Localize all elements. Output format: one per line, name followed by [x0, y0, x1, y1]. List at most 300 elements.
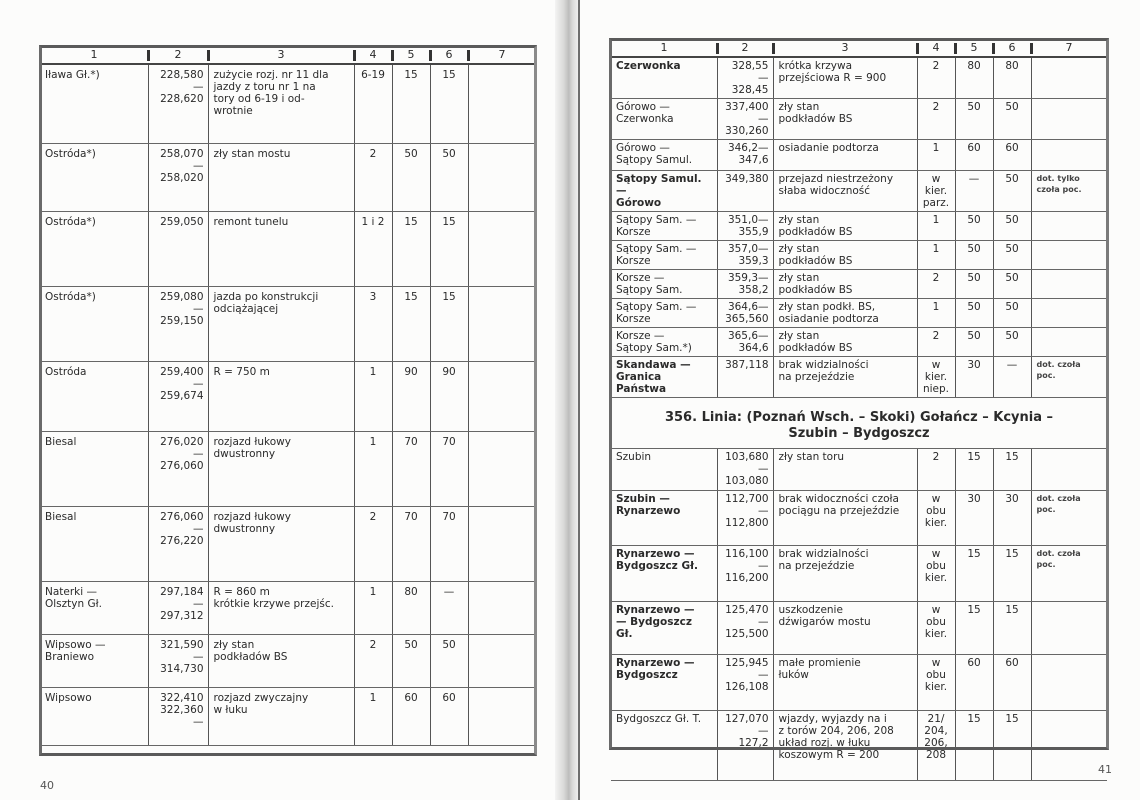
km-text: 127,070— 127,2 [725, 713, 769, 749]
speed-a-cell [955, 99, 993, 140]
station-text: Naterki — Olsztyn Gł. [45, 585, 102, 610]
speed-a-cell [955, 491, 993, 546]
track-cell [917, 711, 955, 781]
notes-cell [1031, 299, 1107, 328]
reason-cell [773, 99, 917, 140]
speed-b-text: 50 [1005, 272, 1019, 284]
table-row [40, 286, 536, 361]
speed-a-text: 50 [967, 214, 981, 226]
reason-cell [773, 357, 917, 398]
notes-cell [1031, 602, 1107, 655]
table-row [611, 212, 1107, 241]
station-text: Wipsowo — Braniewo [45, 638, 106, 663]
speed-b-cell [430, 211, 468, 286]
station-cell [611, 602, 717, 655]
station-text: Sątopy Sam. — Korsze [616, 214, 697, 238]
km-cell [717, 270, 773, 299]
km-text: 276,060— 276,220 [160, 510, 204, 547]
speed-a-text: 90 [404, 365, 418, 378]
reason-text: przejazd niestrzeżony słaba widoczność [778, 173, 894, 197]
page-number-right: 41 [1098, 763, 1112, 776]
track-cell [354, 431, 392, 506]
speed-a-cell [955, 140, 993, 171]
table-row [611, 711, 1107, 781]
station-text: Wipsowo [45, 691, 92, 704]
station-text: Ostróda [45, 365, 87, 378]
km-cell [717, 140, 773, 171]
track-cell [917, 270, 955, 299]
table-row [611, 299, 1107, 328]
speed-b-cell [993, 546, 1031, 602]
reason-cell [773, 270, 917, 299]
track-cell [354, 634, 392, 687]
speed-a-text: 70 [404, 435, 418, 448]
km-text: 357,0— 359,3 [727, 243, 769, 267]
speed-a-text: 15 [404, 290, 418, 303]
notes-cell [468, 581, 536, 634]
speed-a-text: 15 [967, 713, 981, 725]
speed-a-cell [955, 449, 993, 491]
km-text: 346,2— 347,6 [727, 142, 769, 166]
km-cell [717, 546, 773, 602]
table-row [40, 361, 536, 431]
notes-text: dot. czoła poc. [1036, 360, 1081, 380]
track-cell [354, 581, 392, 634]
speed-b-cell [993, 299, 1031, 328]
km-cell [148, 506, 208, 581]
speed-b-cell [993, 655, 1031, 711]
column-header-1: 1 [611, 40, 717, 57]
station-cell [611, 140, 717, 171]
station-cell [40, 581, 148, 634]
track-cell [917, 57, 955, 99]
speed-a-cell [955, 655, 993, 711]
speed-b-cell [993, 57, 1031, 99]
station-text: Ostróda*) [45, 290, 96, 303]
page-number-left: 40 [40, 779, 54, 792]
track-text: 1 [369, 691, 377, 704]
track-cell [917, 212, 955, 241]
speed-a-text: 50 [967, 243, 981, 255]
km-text: 337,400— 330,260 [725, 101, 769, 137]
track-cell [917, 299, 955, 328]
track-text: 1 [369, 365, 377, 378]
station-cell [40, 361, 148, 431]
station-text: Górowo — Czerwonka [616, 101, 674, 125]
reason-cell [773, 140, 917, 171]
speed-b-cell [430, 634, 468, 687]
speed-b-cell [430, 286, 468, 361]
station-text: Iława Gł.*) [45, 69, 100, 81]
table-row [40, 64, 536, 143]
station-cell [40, 211, 148, 286]
notes-cell [1031, 99, 1107, 140]
reason-text: zły stan podkładów BS [213, 638, 288, 663]
speed-a-text: 15 [967, 451, 981, 463]
speed-b-cell [430, 581, 468, 634]
column-header-4: 4 [354, 47, 392, 64]
table-row [611, 57, 1107, 99]
speed-a-text: 50 [967, 301, 981, 313]
notes-cell [468, 64, 536, 143]
notes-cell [1031, 270, 1107, 299]
table-row [40, 634, 536, 687]
km-cell [717, 655, 773, 711]
right-speed-restriction-table [611, 40, 1107, 781]
reason-cell [208, 286, 354, 361]
station-text: Korsze — Sątopy Sam.*) [616, 330, 692, 354]
reason-text: R = 750 m [213, 365, 270, 378]
km-text: 228,580— 228,620 [160, 69, 204, 105]
station-text: Rynarzewo — Bydgoszcz Gł. [616, 548, 698, 572]
speed-b-cell [993, 328, 1031, 357]
station-cell [40, 64, 148, 143]
notes-cell [1031, 241, 1107, 270]
column-header-3: 3 [773, 40, 917, 57]
speed-b-text: 50 [1005, 301, 1019, 313]
track-text: w kier. parz. [922, 173, 950, 209]
track-text: 2 [369, 147, 377, 160]
speed-b-cell [430, 506, 468, 581]
speed-a-cell [955, 241, 993, 270]
table-row [40, 506, 536, 581]
column-header-6: 6 [430, 47, 468, 64]
speed-a-text: 60 [967, 657, 981, 669]
km-cell [148, 361, 208, 431]
table-row [611, 546, 1107, 602]
speed-b-cell [993, 270, 1031, 299]
reason-text: zły stan podkładów BS [778, 214, 853, 238]
track-cell [917, 241, 955, 270]
notes-cell [1031, 546, 1107, 602]
speed-a-cell [955, 711, 993, 781]
speed-a-text: 50 [967, 330, 981, 342]
track-text: 21/ 204, 206, 208 [924, 713, 948, 761]
reason-cell [773, 546, 917, 602]
speed-b-text: 50 [1005, 214, 1019, 226]
speed-b-cell [993, 357, 1031, 398]
track-cell [917, 328, 955, 357]
station-text: Szubin — Rynarzewo [616, 493, 681, 517]
station-cell [611, 171, 717, 212]
speed-b-cell [430, 361, 468, 431]
speed-a-text: 15 [404, 215, 418, 228]
reason-cell [773, 491, 917, 546]
station-cell [611, 711, 717, 781]
reason-text: rozjazd łukowy dwustronny [213, 510, 291, 535]
table-row [611, 241, 1107, 270]
speed-a-cell [392, 361, 430, 431]
station-cell [40, 143, 148, 211]
notes-text: dot. czoła poc. [1036, 494, 1081, 514]
speed-b-text: 60 [1005, 657, 1019, 669]
reason-cell [208, 581, 354, 634]
notes-cell [1031, 328, 1107, 357]
column-header-5: 5 [955, 40, 993, 57]
speed-a-text: 70 [404, 510, 418, 523]
km-text: 112,700— 112,800 [725, 493, 769, 529]
speed-a-text: — [968, 173, 980, 185]
reason-cell [773, 328, 917, 357]
reason-text: brak widzialności na przejeździe [778, 548, 869, 572]
notes-cell [1031, 57, 1107, 99]
track-text: 1 [932, 301, 940, 313]
track-text: w obu kier. [924, 548, 948, 584]
speed-b-text: 80 [1005, 60, 1019, 72]
km-text: 387,118 [725, 359, 769, 371]
speed-b-text: 70 [442, 510, 456, 523]
station-cell [611, 99, 717, 140]
km-text: 349,380 [725, 173, 769, 185]
speed-a-text: 15 [967, 604, 981, 616]
column-header-5: 5 [392, 47, 430, 64]
km-cell [717, 57, 773, 99]
track-text: w obu kier. [924, 604, 948, 640]
track-text: 1 [369, 585, 377, 598]
speed-b-text: 60 [442, 691, 456, 704]
reason-text: uszkodzenie dźwigarów mostu [778, 604, 871, 628]
speed-b-cell [993, 241, 1031, 270]
speed-a-cell [955, 57, 993, 99]
speed-b-text: 15 [1005, 713, 1019, 725]
km-cell [148, 431, 208, 506]
km-text: 125,470— 125,500 [725, 604, 769, 640]
station-cell [611, 449, 717, 491]
speed-a-cell [392, 581, 430, 634]
speed-a-text: 50 [404, 147, 418, 160]
column-header-6: 6 [993, 40, 1031, 57]
reason-cell [773, 57, 917, 99]
reason-text: R = 860 m krótkie krzywe przejśc. [213, 585, 334, 610]
km-cell [717, 711, 773, 781]
table-row [40, 143, 536, 211]
notes-cell [468, 431, 536, 506]
column-header-2: 2 [717, 40, 773, 57]
track-text: 2 [932, 330, 940, 342]
speed-a-text: 30 [967, 493, 981, 505]
reason-text: zużycie rozj. nr 11 dla jazdy z toru nr 1 na tory od 6-19 i od- wrotnie [213, 69, 329, 117]
speed-b-cell [993, 212, 1031, 241]
km-text: 259,050 [160, 215, 204, 228]
track-text: 1 [932, 142, 940, 154]
speed-a-cell [955, 299, 993, 328]
track-cell [354, 506, 392, 581]
track-text: w obu kier. [924, 493, 948, 529]
km-text: 364,6— 365,560 [725, 301, 769, 325]
km-text: 259,080— 259,150 [160, 290, 204, 327]
station-text: Bydgoszcz Gł. T. [616, 713, 702, 725]
book-gutter [555, 0, 580, 800]
speed-a-cell [392, 634, 430, 687]
notes-cell [468, 506, 536, 581]
track-text: w obu kier. [924, 657, 948, 693]
station-cell [611, 491, 717, 546]
track-cell [917, 655, 955, 711]
speed-a-cell [392, 211, 430, 286]
speed-b-text: — [443, 585, 455, 598]
track-cell [354, 64, 392, 143]
speed-a-cell [392, 64, 430, 143]
reason-text: zły stan podkładów BS [778, 272, 853, 296]
km-text: 276,020— 276,060 [160, 435, 204, 472]
track-text: 2 [932, 451, 940, 463]
speed-b-cell [430, 431, 468, 506]
station-text: Sątopy Samul. — Górowo [616, 173, 702, 209]
reason-text: zły stan podkł. BS, osiadanie podtorza [778, 301, 879, 325]
speed-a-text: 60 [404, 691, 418, 704]
notes-text: dot. tylko czoła poc. [1036, 174, 1082, 194]
km-text: 322,410 322,360— [160, 691, 204, 728]
station-text: Szubin [616, 451, 652, 463]
station-cell [40, 286, 148, 361]
column-header-2: 2 [148, 47, 208, 64]
table-row [611, 449, 1107, 491]
reason-cell [208, 506, 354, 581]
station-cell [611, 270, 717, 299]
speed-b-cell [430, 64, 468, 143]
track-text: 1 i 2 [361, 215, 385, 228]
station-cell [611, 57, 717, 99]
speed-b-cell [993, 140, 1031, 171]
notes-cell [1031, 655, 1107, 711]
notes-cell [1031, 171, 1107, 212]
speed-a-text: 15 [967, 548, 981, 560]
speed-b-text: 90 [442, 365, 456, 378]
notes-cell [468, 361, 536, 431]
reason-text: rozjazd łukowy dwustronny [213, 435, 291, 460]
station-cell [40, 687, 148, 745]
notes-cell [468, 143, 536, 211]
speed-a-cell [392, 143, 430, 211]
station-text: Sątopy Sam. — Korsze [616, 243, 697, 267]
speed-b-text: 15 [1005, 604, 1019, 616]
speed-b-cell [993, 602, 1031, 655]
speed-b-cell [993, 171, 1031, 212]
track-cell [354, 143, 392, 211]
notes-cell [468, 211, 536, 286]
column-header-7: 7 [468, 47, 536, 64]
station-text: Czerwonka [616, 60, 681, 72]
station-text: Ostróda*) [45, 147, 96, 160]
track-cell [354, 286, 392, 361]
left-speed-restriction-table [40, 47, 536, 746]
speed-b-text: 50 [1005, 243, 1019, 255]
table-header-row [611, 40, 1107, 57]
table-row [611, 357, 1107, 398]
km-cell [148, 64, 208, 143]
notes-cell [1031, 357, 1107, 398]
track-text: 1 [369, 435, 377, 448]
table-row [40, 687, 536, 745]
reason-cell [208, 687, 354, 745]
track-cell [917, 602, 955, 655]
table-row [611, 655, 1107, 711]
notes-cell [468, 634, 536, 687]
table-row [611, 99, 1107, 140]
km-cell [717, 212, 773, 241]
track-cell [917, 449, 955, 491]
track-cell [917, 171, 955, 212]
reason-cell [773, 241, 917, 270]
km-text: 359,3— 358,2 [727, 272, 769, 296]
speed-b-text: 50 [1005, 173, 1019, 185]
km-cell [148, 286, 208, 361]
table-row [611, 328, 1107, 357]
speed-b-cell [993, 99, 1031, 140]
section-title-text: 356. Linia: (Poznań Wsch. – Skoki) Gołańcz – Kcynia – Szubin – Bydgoszcz [664, 410, 1054, 441]
km-cell [717, 357, 773, 398]
notes-cell [468, 687, 536, 745]
reason-cell [773, 711, 917, 781]
speed-a-text: 50 [404, 638, 418, 651]
table-row [611, 140, 1107, 171]
speed-b-text: 30 [1005, 493, 1019, 505]
table-row [611, 270, 1107, 299]
track-cell [354, 211, 392, 286]
station-cell [40, 506, 148, 581]
reason-cell [773, 171, 917, 212]
track-cell [917, 99, 955, 140]
station-text: Ostróda*) [45, 215, 96, 228]
station-cell [611, 655, 717, 711]
speed-a-text: 30 [967, 359, 981, 371]
station-text: Sątopy Sam. — Korsze [616, 301, 697, 325]
track-text: 3 [369, 290, 377, 303]
column-header-7: 7 [1031, 40, 1107, 57]
column-header-1: 1 [40, 47, 148, 64]
reason-text: zły stan podkładów BS [778, 330, 853, 354]
reason-text: małe promienie łuków [778, 657, 861, 681]
station-cell [40, 634, 148, 687]
speed-b-text: — [1006, 359, 1018, 371]
table-header-row [40, 47, 536, 64]
track-text: 2 [932, 272, 940, 284]
reason-text: remont tunelu [213, 215, 289, 228]
km-text: 103,680— 103,080 [725, 451, 769, 487]
track-cell [917, 140, 955, 171]
speed-a-cell [392, 687, 430, 745]
speed-b-text: 15 [1005, 548, 1019, 560]
reason-cell [208, 143, 354, 211]
reason-cell [208, 634, 354, 687]
track-text: 2 [369, 638, 377, 651]
km-cell [717, 299, 773, 328]
track-cell [354, 361, 392, 431]
speed-b-text: 15 [442, 290, 456, 303]
km-text: 258,070— 258,020 [160, 147, 204, 184]
station-text: Górowo — Sątopy Samul. [616, 142, 693, 166]
km-text: 125,945— 126,108 [725, 657, 769, 693]
speed-b-text: 60 [1005, 142, 1019, 154]
speed-b-text: 50 [1005, 101, 1019, 113]
notes-cell [1031, 212, 1107, 241]
km-text: 297,184— 297,312 [160, 585, 204, 622]
table-row [611, 491, 1107, 546]
km-cell [717, 241, 773, 270]
column-header-4: 4 [917, 40, 955, 57]
column-header-3: 3 [208, 47, 354, 64]
km-cell [717, 328, 773, 357]
km-cell [148, 581, 208, 634]
speed-b-text: 50 [442, 147, 456, 160]
km-cell [148, 634, 208, 687]
table-row [40, 431, 536, 506]
speed-b-cell [993, 449, 1031, 491]
speed-a-cell [955, 328, 993, 357]
speed-a-text: 60 [967, 142, 981, 154]
reason-cell [208, 431, 354, 506]
km-text: 259,400— 259,674 [160, 365, 204, 402]
